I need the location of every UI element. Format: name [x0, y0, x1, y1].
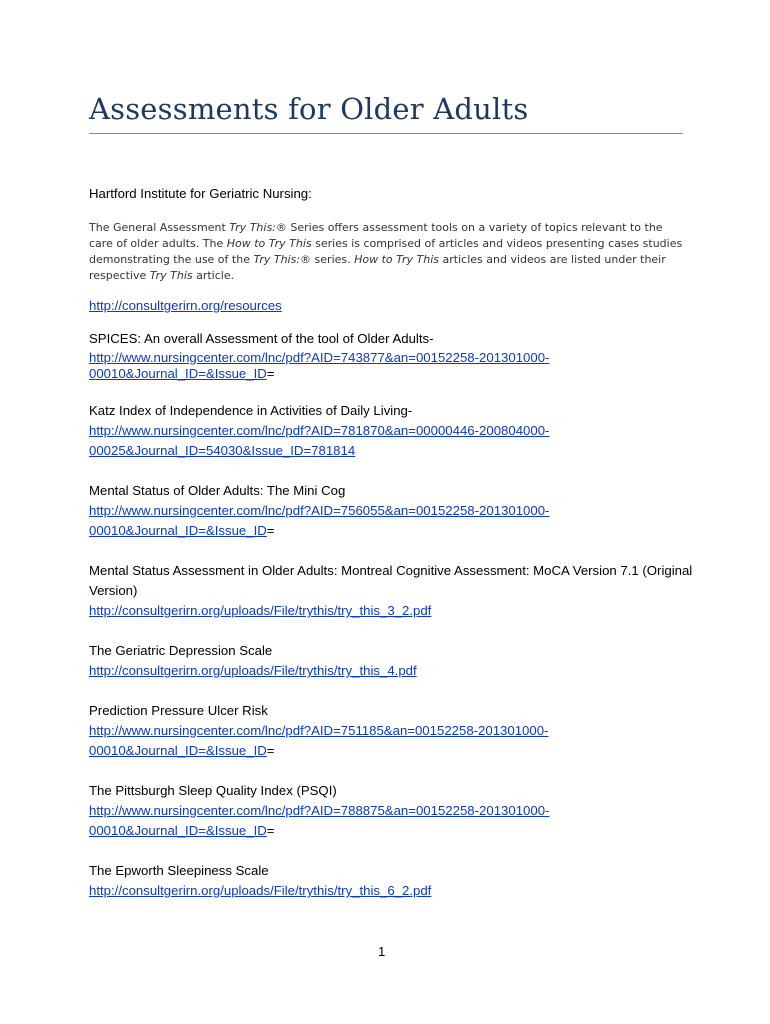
intro-heading: Hartford Institute for Geriatric Nursing:: [89, 186, 312, 201]
katz-link[interactable]: http://www.nursingcenter.com/lnc/pdf?AID=781870&an=00000446-200804000-: [89, 423, 550, 438]
entry-link-line: [89, 423, 549, 439]
katz-link-continued[interactable]: 00025&Journal_ID=54030&Issue_ID=781814: [89, 443, 356, 458]
page-number: 1: [378, 944, 386, 959]
entry-link-line: [89, 603, 431, 619]
entry-title-mini-cog: Mental Status of Older Adults: The Mini Cog: [89, 483, 346, 498]
entry-title-geriatric-depression: The Geriatric Depression Scale: [89, 643, 273, 658]
entry-title-psqi: The Pittsburgh Sleep Quality Index (PSQI): [89, 783, 337, 798]
intro-line: The General Assessment Try This:® Series offers assessment tools on a variety of topics relevant to the: [89, 221, 663, 234]
entry-link-line: 00010&Journal_ID=&Issue_ID=: [89, 523, 275, 538]
entry-link-line: 00010&Journal_ID=&Issue_ID=: [89, 743, 275, 758]
entry-link-line: [89, 503, 549, 519]
entry-link-line: 00010&Journal_ID=&Issue_ID=: [89, 366, 275, 381]
entry-title-moca: Mental Status Assessment in Older Adults: Montreal Cognitive Assessment: MoCA Version 7.1 (Original: [89, 563, 693, 578]
epworth-link[interactable]: http://consultgerirn.org/uploads/File/trythis/try_this_6_2.pdf: [89, 883, 432, 898]
title-divider: [89, 133, 683, 134]
intro-line: demonstrating the use of the Try This:® series. How to Try This articles and videos are listed under their: [89, 253, 666, 266]
pressure-ulcer-link-continued[interactable]: 00010&Journal_ID=&Issue_ID: [89, 743, 267, 758]
spices-link[interactable]: http://www.nursingcenter.com/lnc/pdf?AID=743877&an=00152258-201301000-: [89, 350, 550, 365]
pressure-ulcer-link[interactable]: http://www.nursingcenter.com/lnc/pdf?AID=751185&an=00152258-201301000-: [89, 723, 549, 738]
entry-link-line: [89, 443, 355, 459]
entry-link-line: 00010&Journal_ID=&Issue_ID=: [89, 823, 275, 838]
page-title: Assessments for Older Adults: [89, 92, 529, 126]
geriatric-depression-link[interactable]: http://consultgerirn.org/uploads/File/trythis/try_this_4.pdf: [89, 663, 417, 678]
entry-link-line: [89, 663, 417, 679]
intro-paragraph: [89, 220, 683, 284]
mini-cog-link[interactable]: http://www.nursingcenter.com/lnc/pdf?AID=756055&an=00152258-201301000-: [89, 503, 550, 518]
moca-link[interactable]: http://consultgerirn.org/uploads/File/trythis/try_this_3_2.pdf: [89, 603, 432, 618]
psqi-link-continued[interactable]: 00010&Journal_ID=&Issue_ID: [89, 823, 267, 838]
entry-title-spices: SPICES: An overall Assessment of the tool of Older Adults-: [89, 331, 434, 346]
entry-title-epworth: The Epworth Sleepiness Scale: [89, 863, 269, 878]
resources-link[interactable]: http://consultgerirn.org/resources: [89, 298, 282, 313]
entry-link-line: [89, 883, 431, 899]
entry-title-pressure-ulcer: Prediction Pressure Ulcer Risk: [89, 703, 268, 718]
entry-link-line: [89, 803, 549, 819]
resources-line: [89, 298, 282, 314]
entry-link-line: [89, 350, 549, 366]
intro-line: care of older adults. The How to Try This series is comprised of articles and videos presenting cases studies: [89, 237, 683, 250]
mini-cog-link-continued[interactable]: 00010&Journal_ID=&Issue_ID: [89, 523, 267, 538]
spices-link-continued[interactable]: 00010&Journal_ID=&Issue_ID: [89, 366, 267, 381]
entry-title-katz: Katz Index of Independence in Activities of Daily Living-: [89, 403, 413, 418]
intro-line: respective Try This article.: [89, 269, 235, 282]
entry-link-line: [89, 723, 548, 739]
entry-title-moca-continued: Version): [89, 583, 138, 598]
psqi-link[interactable]: http://www.nursingcenter.com/lnc/pdf?AID=788875&an=00152258-201301000-: [89, 803, 550, 818]
